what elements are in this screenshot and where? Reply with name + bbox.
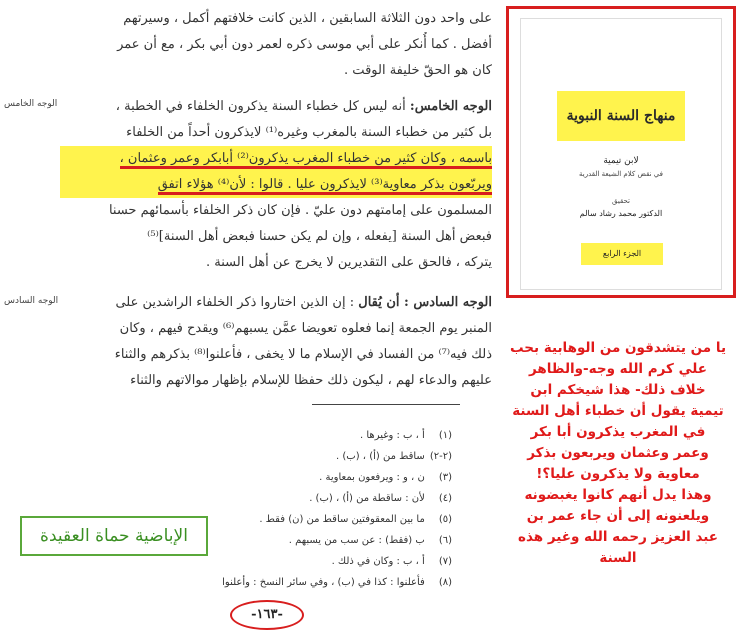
text-line: عليهم والدعاء لهم ، ليكون ذلك حفظا للإسلام بإظهار موالاتهم والثناء <box>130 373 492 388</box>
commentary-line: عبد العزيز رحمه الله وغير هذه <box>518 529 718 545</box>
text-line <box>60 290 492 316</box>
margin-label-sixth: الوجه السادس <box>4 296 59 306</box>
footnote: (٨) فأعلنوا : كذا في (ب) ، وفي سائر النسخ : وأعلنوا <box>222 577 452 588</box>
commentary-line: معاوية ولا يذكرون عليا؟! <box>536 466 700 482</box>
section-heading-fifth: الوجه الخامس: <box>409 99 492 114</box>
text-line <box>60 94 492 120</box>
text-line: كان هو الحقّ خليفة الوقت . <box>344 63 492 78</box>
text-line: فبعض أهل السنة [يفعله ، وإن لم يكن حسنا فبعض أهل السنة]⁽⁵⁾ <box>147 229 492 244</box>
footnote: (٣) ن ، و : ويرفعون بمعاوية . <box>319 472 452 483</box>
text-fragment: أنه ليس كل خطباء السنة يذكرون الخلفاء في الخطبة ، <box>115 99 406 114</box>
page-number: -١٦٣- <box>230 600 304 630</box>
commentary-line: وهذا يدل أنهم كانوا يغبضونه <box>524 487 712 503</box>
commentary-line: يا من يتشدقون من الوهابية بحب <box>509 340 727 356</box>
text-line: أفضل . كما أُنكر على أبي موسى ذكره لعمر دون أبي بكر ، مع أن عمر <box>117 37 492 52</box>
cover-subtitle-2: في نقض كلام الشيعة القدرية <box>579 170 663 178</box>
text-line: يتركه ، فالحق على التقديرين لا يخرج عن أهل السنة . <box>205 255 492 270</box>
commentary-line: وعمر وعثمان ويربعون بذكر <box>527 445 709 461</box>
footnote: (٧) أ ، ب : وكان في ذلك . <box>331 556 452 567</box>
paragraph-1 <box>60 6 492 84</box>
footnote: (١) أ ، ب : وغيرها . <box>360 430 452 441</box>
footnote: (٤) لأن : ساقطة من (أ) ، (ب) . <box>309 493 452 504</box>
underlined-text: ويربّعون بذكر معاوية⁽³⁾ لايذكرون عليا . قالوا : لأن⁽⁴⁾ هؤلاء اتفق <box>158 177 492 195</box>
paragraph-2 <box>60 94 492 276</box>
paragraph-3 <box>60 290 492 394</box>
highlighted-line <box>60 172 492 198</box>
commentary-line: علي كرم الله وجه-والظاهر <box>528 361 707 377</box>
text-line: المسلمون على إمامتهم دون عليّ . فإن كان ذكر الخلفاء بأسمائهم حسنا <box>108 203 492 218</box>
watermark-badge: الإباضية حماة العقيدة <box>20 516 208 556</box>
commentary-line: في المغرب يذكرون أبا بكر <box>530 424 706 440</box>
text-line: على واحد دون الثلاثة السابقين ، الذين كانت خلافتهم أكمل ، وسيرتهم <box>123 11 492 26</box>
cover-subtitle: لابن تيمية <box>603 156 639 166</box>
red-commentary <box>498 338 738 569</box>
footnote-divider <box>312 404 460 405</box>
text-line: ذلك فيه⁽⁷⁾ من الفساد في الإسلام ما لا يخفى ، فأعلنوا⁽⁸⁾ بذكرهم والثناء <box>114 347 492 362</box>
cover-title: منهاج السنة النبوية <box>557 91 685 141</box>
cover-volume: الجزء الرابع <box>581 243 663 265</box>
highlighted-line <box>60 146 492 172</box>
commentary-line: السنة <box>599 550 637 566</box>
book-cover <box>520 18 722 290</box>
cover-editor-label: تحقيق <box>612 197 630 205</box>
commentary-line: خلاف ذلك- هذا شيخكم ابن <box>530 382 706 398</box>
footnote: (٦) ب (فقط) : عن سب من يسبهم . <box>288 535 452 546</box>
margin-label-fifth: الوجه الخامس <box>4 99 58 109</box>
section-heading-sixth: الوجه السادس : أن يُقال <box>358 295 492 310</box>
text-line: المنبر يوم الجمعة إنما فعلوه تعويضا عمَّن يسبهم⁽⁶⁾ ويقدح فيهم ، وكان <box>119 321 492 336</box>
cover-author: الدكتور محمد رشاد سالم <box>579 209 663 218</box>
underlined-text: باسمه ، وكان كثير من خطباء المغرب يذكرون⁽²⁾ أبابكر وعمر وعثمان ، <box>120 151 492 169</box>
text-line: بل كثير من خطباء السنة بالمغرب وغيره⁽¹⁾ لايذكرون أحداً من الخلفاء <box>126 125 492 140</box>
commentary-line: ويلعنونه إلى أن جاء عمر بن <box>526 508 710 524</box>
footnote: (٥) ما بين المعقوفتين ساقط من (ن) فقط . <box>259 514 452 525</box>
commentary-line: تيمية يقول أن خطباء أهل السنة <box>512 403 724 419</box>
text-fragment: : إن الذين اختاروا ذكر الخلفاء الراشدين على <box>115 295 355 310</box>
footnote: (٢-٢) ساقط من (أ) ، (ب) . <box>336 451 452 462</box>
